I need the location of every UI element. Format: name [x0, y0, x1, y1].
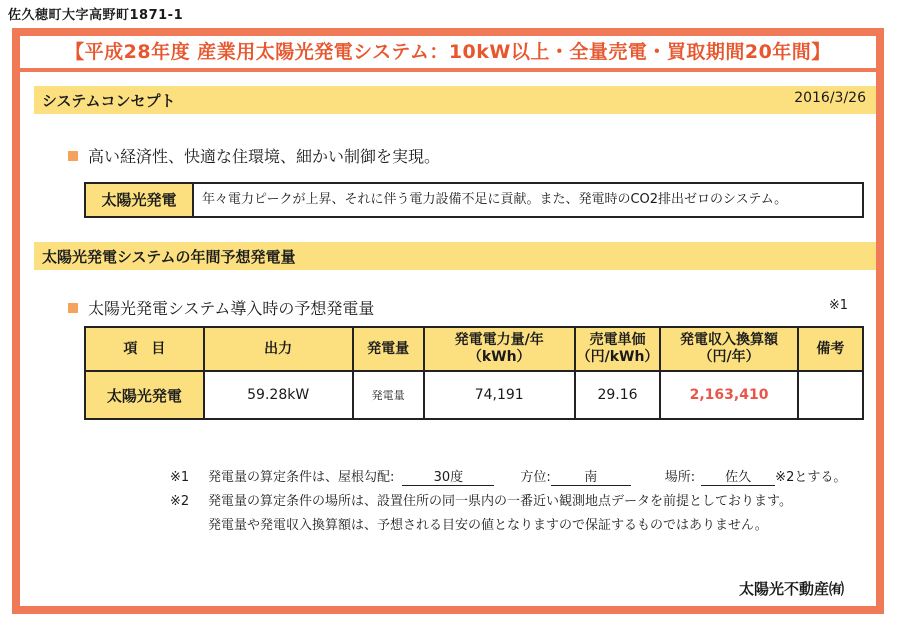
- concept-value: 年々電力ピークが上昇、それに伴う電力設備不足に貢献。また、発電時のCO2排出ゼロのシステム。: [202, 192, 788, 207]
- note-1-text: 発電量の算定条件は、屋根勾配:: [208, 470, 395, 485]
- note-1-place: 佐久: [701, 466, 775, 486]
- header-energy-line2: （kWh）: [467, 349, 531, 365]
- header-revenue-line2: （円/年）: [698, 349, 760, 365]
- note-1-tail: ※2とする。: [775, 470, 847, 485]
- note-1-direction-label: 方位:: [520, 470, 551, 485]
- section-bar-yield: [34, 242, 876, 270]
- yield-bullet-text: 太陽光発電システム導入時の予想発電量: [88, 299, 375, 318]
- footnote-mark-1: ※1: [828, 298, 848, 313]
- note-2: [170, 490, 792, 509]
- note-3: [208, 514, 768, 533]
- header-output: 出力: [204, 327, 353, 371]
- header-revenue: [660, 327, 797, 371]
- company-name: 太陽光不動産㈲: [738, 580, 844, 598]
- note-1-direction: 南: [551, 466, 631, 486]
- document-date: 2016/3/26: [794, 90, 866, 106]
- header-revenue-line1: 発電収入換算額: [680, 332, 779, 349]
- concept-bullet: [68, 144, 440, 167]
- cell-generation: 発電量: [353, 371, 424, 419]
- cell-remarks: [798, 371, 863, 419]
- concept-key: 太陽光発電: [86, 184, 194, 216]
- bullet-square-icon: [68, 303, 78, 313]
- cell-revenue: 2,163,410: [660, 371, 797, 419]
- header-price: [575, 327, 661, 371]
- section-bar-concept: [34, 86, 876, 114]
- note-2-text: 発電量の算定条件の場所は、設置住所の同一県内の一番近い観測地点データを前提としております。: [208, 494, 792, 509]
- document-frame: [12, 28, 884, 614]
- header-price-line1: 売電単価: [589, 332, 646, 349]
- note-1-pitch: 30度: [402, 466, 494, 486]
- cell-item: 太陽光発電: [85, 371, 204, 419]
- cell-output: 59.28kW: [204, 371, 353, 419]
- note-3-text: 発電量や発電収入換算額は、予想される目安の値となりますので保証するものではありません。: [208, 518, 768, 533]
- address-header: 佐久穂町大字高野町1871-1: [8, 8, 184, 23]
- header-generation: 発電量: [353, 327, 424, 371]
- note-1: [170, 466, 846, 486]
- yield-bullet: [68, 296, 374, 319]
- cell-price: 29.16: [575, 371, 661, 419]
- header-price-line2: （円/kWh）: [576, 349, 659, 365]
- header-energy: [424, 327, 575, 371]
- note-1-place-label: 場所:: [664, 470, 696, 485]
- bullet-square-icon: [68, 151, 78, 161]
- table-header-row: [85, 327, 863, 371]
- note-1-mark: ※1: [170, 470, 190, 485]
- note-2-mark: ※2: [170, 494, 190, 509]
- header-item: 項 目: [85, 327, 204, 371]
- header-remarks: 備考: [798, 327, 863, 371]
- section-label-concept: システムコンセプト: [42, 92, 176, 110]
- header-energy-line1: 発電電力量/年: [454, 332, 544, 349]
- banner-title: 【平成28年度 産業用太陽光発電システム：10kW以上・全量売電・買取期間20年間】: [20, 36, 876, 72]
- yield-table: [84, 326, 864, 420]
- section-label-yield: 太陽光発電システムの年間予想発電量: [42, 248, 296, 266]
- table-row: [85, 371, 863, 419]
- cell-energy: 74,191: [424, 371, 575, 419]
- concept-bullet-text: 高い経済性、快適な住環境、細かい制御を実現。: [88, 147, 441, 166]
- concept-box: [84, 182, 864, 218]
